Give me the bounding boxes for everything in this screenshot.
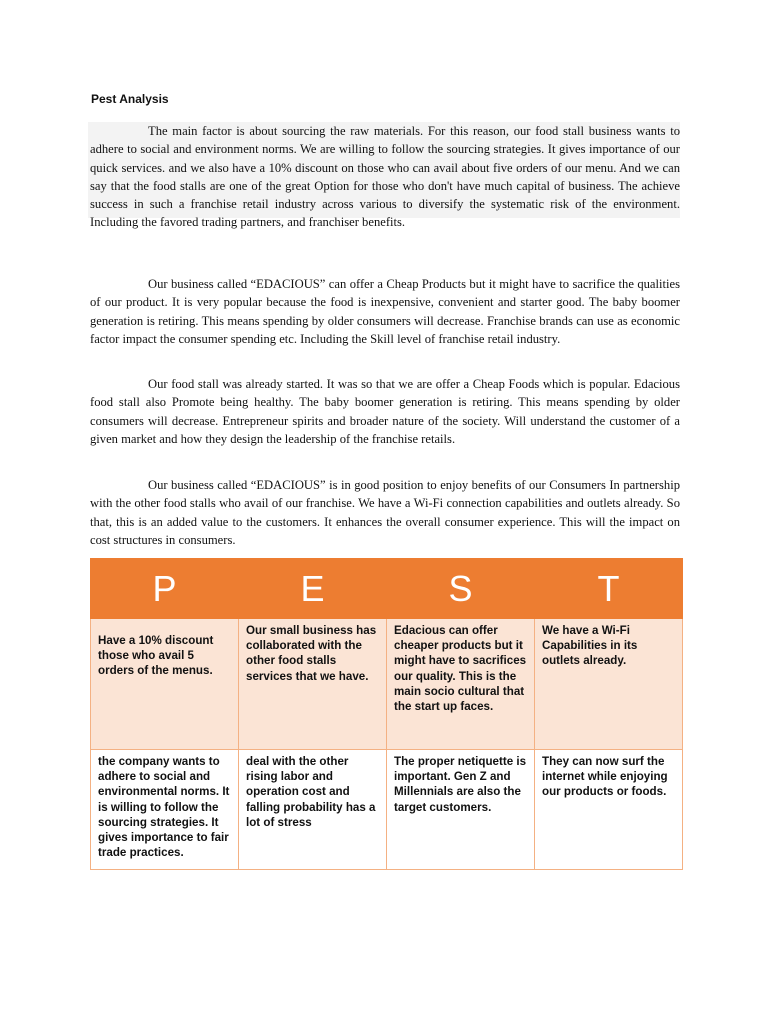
page-title: Pest Analysis bbox=[91, 92, 169, 106]
pest-row-2 bbox=[91, 750, 683, 870]
paragraph-2-text: Our business called “EDACIOUS” can offer a Cheap Products but it might have to sacrifice the qualities of our product. It is very popular because the food is inexpensive, convenient and starter good. The baby boomer generation is retiring. This means spending by older consumers will decrease. Franchise brands can use as economic factor impact the consumer spending etc. Including the Skill level of franchise retail industry. bbox=[90, 277, 680, 346]
paragraph-1-text: The main factor is about sourcing the raw materials. For this reason, our food stall business wants to adhere to social and environment norms. We are willing to follow the sourcing strategies. It gives importance of our quick services. and we also have a 10% discount on those who can avail about five orders of our menu. And we can say that the food stalls are one of the great Option for those who don't have much capital of business. The achieve success in such a franchise retail industry across various to diversify the systematic risk of the environment. Including the favored trading partners, and franchiser benefits. bbox=[90, 124, 680, 230]
political-cell-1: Have a 10% discount those who avail 5 orders of the menus. bbox=[91, 619, 239, 750]
social-cell-2: The proper netiquette is important. Gen Z and Millennials are also the target customers. bbox=[387, 750, 535, 870]
economic-cell-2: deal with the other rising labor and operation cost and falling probability has a lot of stress bbox=[239, 750, 387, 870]
technological-cell-1: We have a Wi-Fi Capabilities in its outlets already. bbox=[535, 619, 683, 750]
pest-header-row bbox=[91, 559, 683, 619]
paragraph-3-text: Our food stall was already started. It was so that we are offer a Cheap Foods which is popular. Edacious food stall also Promote being healthy. The baby boomer generation is retiring. This means spending by older consumers will decrease. Entrepreneur spirits and broader nature of the society. Will understand the customer of a given market and how they design the leadership of the franchise retails. bbox=[90, 377, 680, 446]
paragraph-3 bbox=[90, 375, 680, 448]
paragraph-4 bbox=[90, 476, 680, 549]
pest-header-p: P bbox=[91, 559, 239, 619]
paragraph-2 bbox=[90, 275, 680, 348]
pest-header-t: T bbox=[535, 559, 683, 619]
pest-table bbox=[90, 558, 683, 870]
pest-header-s: S bbox=[387, 559, 535, 619]
paragraph-1 bbox=[90, 122, 680, 232]
social-cell-1: Edacious can offer cheaper products but it might have to sacrifices our quality. This is the main socio cultural that the start up faces. bbox=[387, 619, 535, 750]
economic-cell-1: Our small business has collaborated with the other food stalls services that we have. bbox=[239, 619, 387, 750]
technological-cell-2: They can now surf the internet while enjoying our products or foods. bbox=[535, 750, 683, 870]
pest-row-1 bbox=[91, 619, 683, 750]
political-cell-2: the company wants to adhere to social and environmental norms. It is willing to follow the sourcing strategies. It gives importance to fair trade practices. bbox=[91, 750, 239, 870]
pest-header-e: E bbox=[239, 559, 387, 619]
paragraph-4-text: Our business called “EDACIOUS” is in good position to enjoy benefits of our Consumers In partnership with the other food stalls who avail of our franchise. We have a Wi-Fi connection capabilities and outlets already. So that, this is an added value to the customers. It enhances the overall consumer experience. This will the impact on cost structures in consumers. bbox=[90, 478, 680, 547]
